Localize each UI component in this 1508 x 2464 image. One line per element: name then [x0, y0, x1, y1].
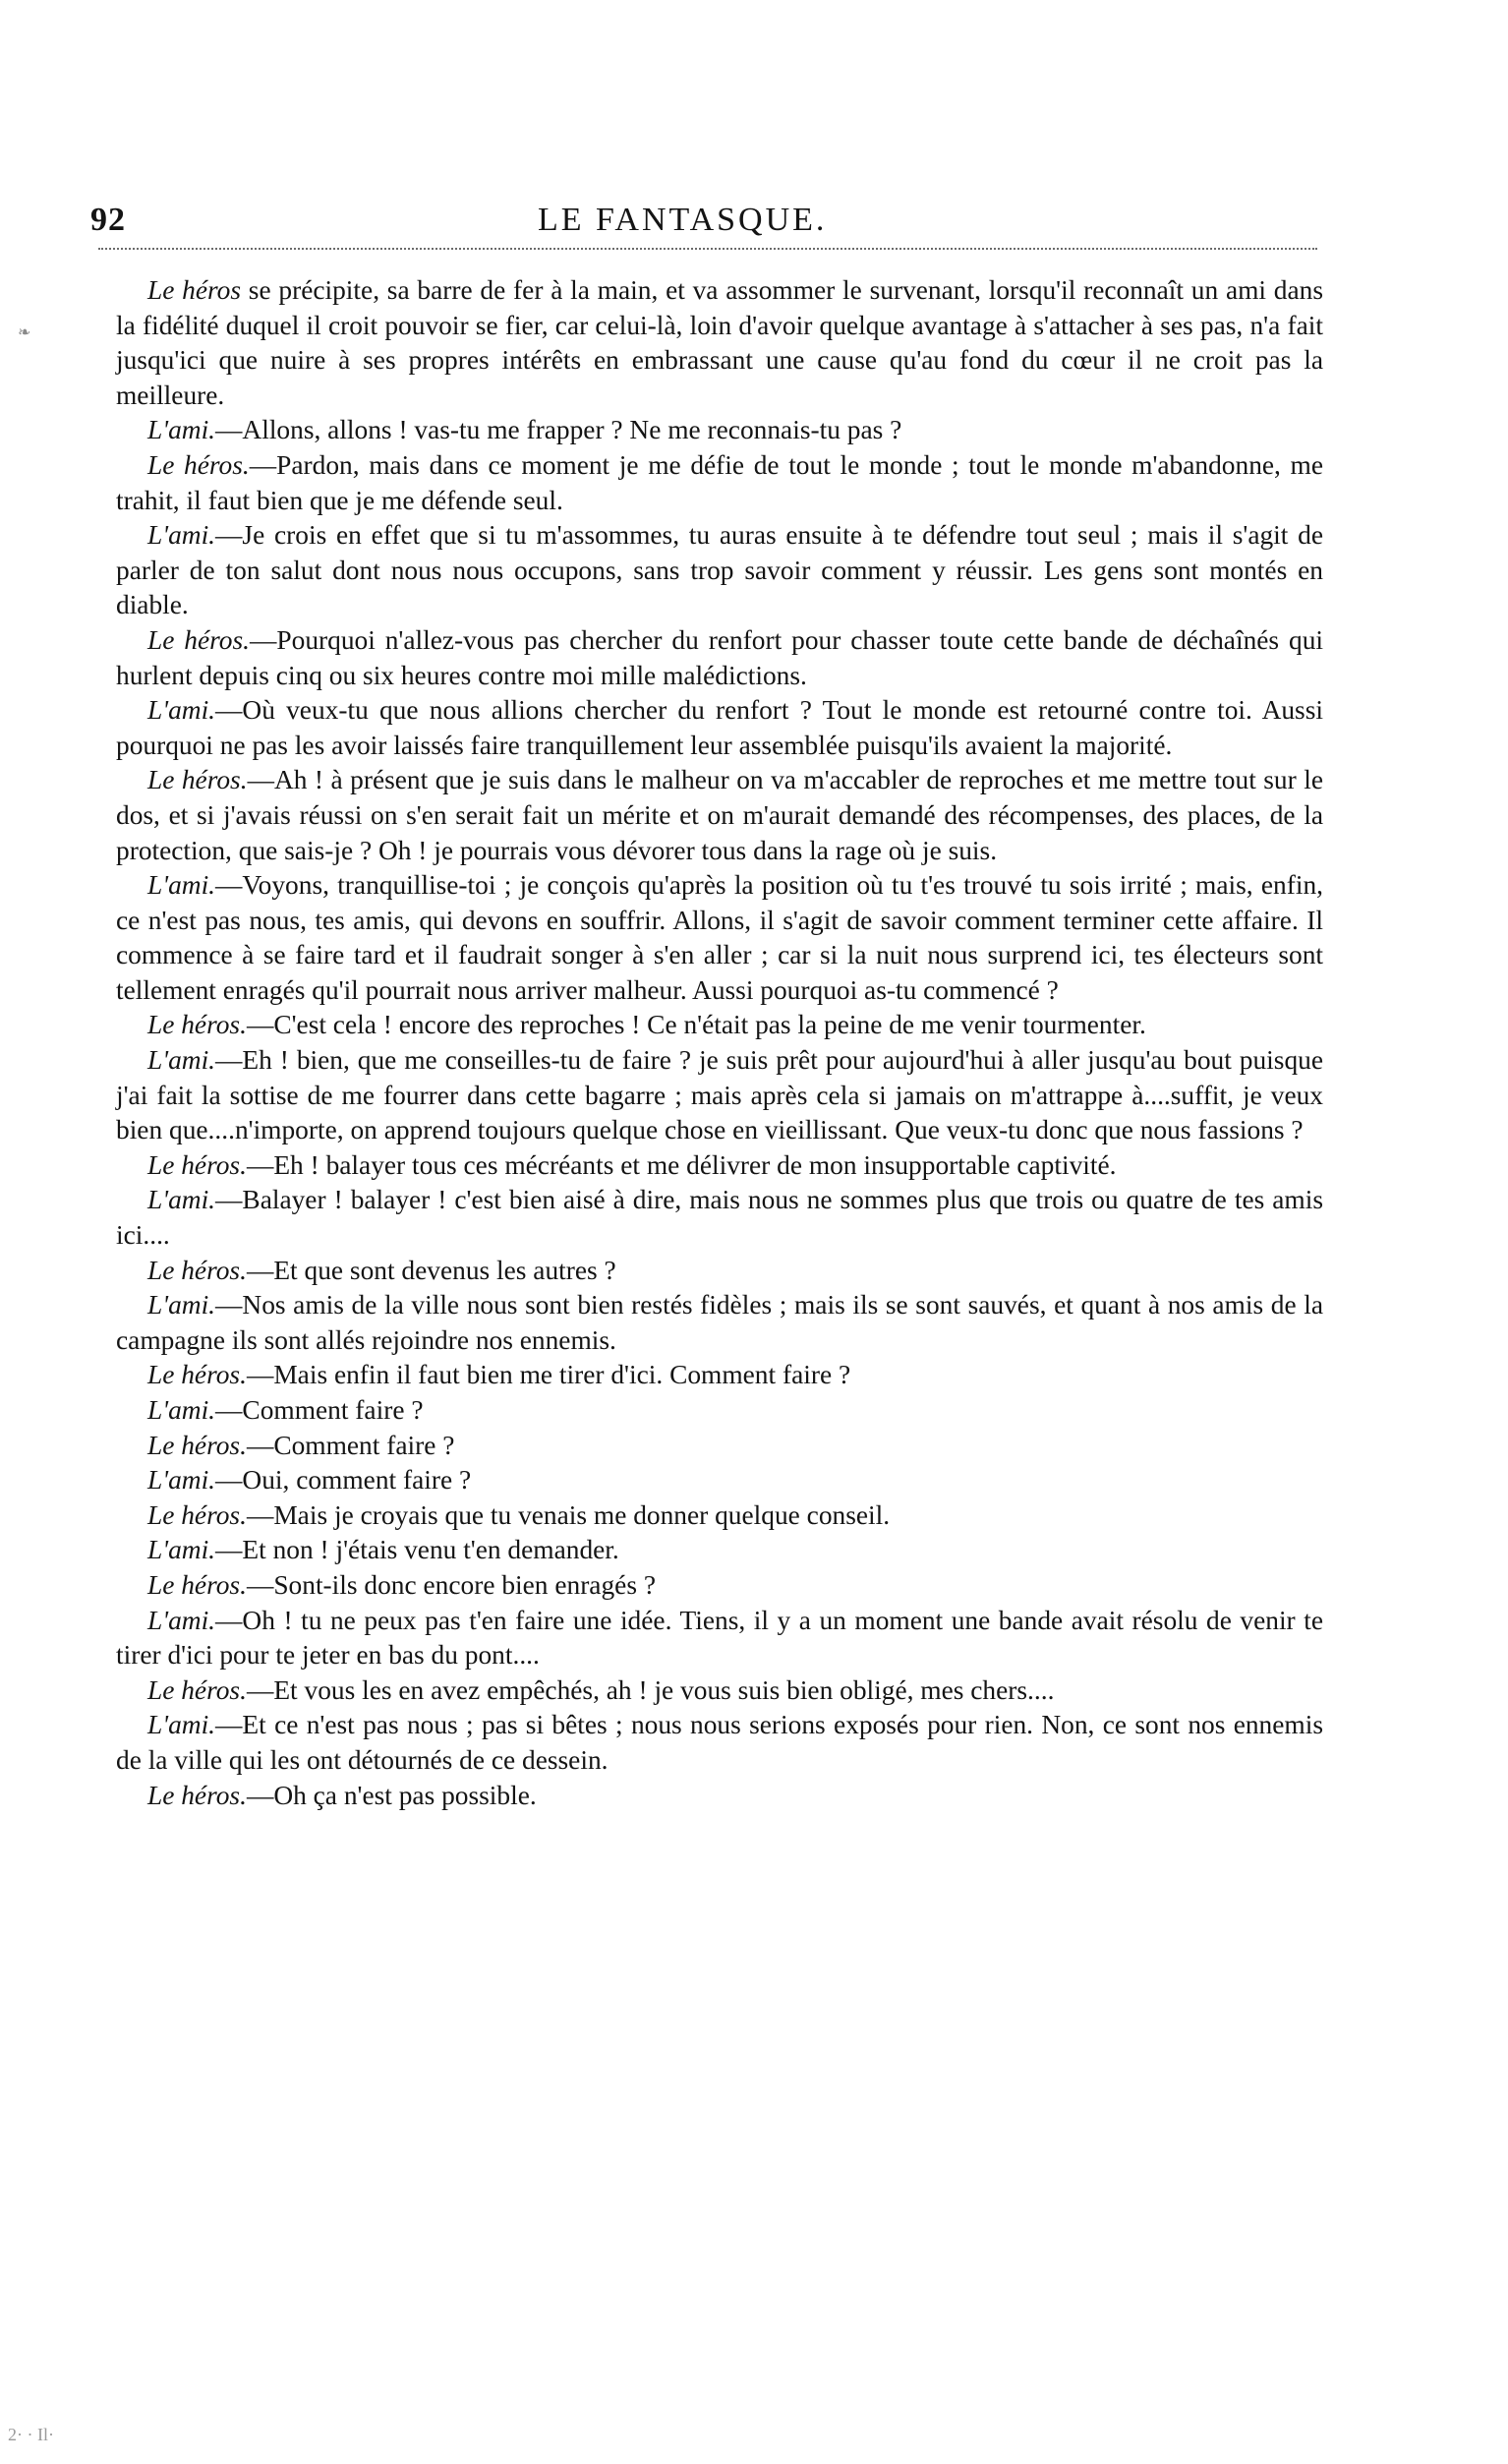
speech-text: —Mais enfin il faut bien me tirer d'ici. Comment faire ? [246, 1360, 851, 1390]
speaker-name: L'ami. [147, 1710, 216, 1740]
speech-text: —Oui, comment faire ? [215, 1465, 472, 1496]
dialogue-line [116, 868, 1323, 1008]
speech-text: —Pardon, mais dans ce moment je me défie de tout le monde ; tout le monde m'abandonne, me trahit, il faut bien que je me défende seul. [116, 449, 1324, 515]
speech-text: —Mais je croyais que tu venais me donner quelque conseil. [246, 1499, 891, 1530]
dialogue-line [116, 623, 1323, 693]
header-rule [98, 248, 1317, 250]
speech-text: —Et que sont devenus les autres ? [246, 1255, 616, 1285]
dialogue-line [116, 1779, 1323, 1814]
speaker-name: Le héros. [147, 1255, 247, 1285]
dialogue-line [116, 1429, 1323, 1464]
speaker-name: L'ami. [147, 695, 216, 726]
speaker-name: Le héros. [147, 765, 248, 795]
speaker-name: L'ami. [147, 1185, 216, 1215]
speech-text: —Eh ! balayer tous ces mécréants et me délivrer de mon insupportable captivité. [246, 1149, 1117, 1180]
dialogue-body [116, 273, 1323, 1813]
dialogue-line [116, 1008, 1323, 1043]
speech-text: —Et non ! j'étais venu t'en demander. [215, 1535, 619, 1565]
speech-text: —Je crois en effet que si tu m'assommes, tu auras ensuite à te défendre tout seul ; mais il s'agit de parler de ton salut dont nous nous occupons, sans trop savoir comment y réussir. Les gens sont montés en diable. [116, 520, 1323, 620]
speaker-name: L'ami. [147, 1045, 216, 1076]
speech-text: —Comment faire ? [246, 1430, 455, 1460]
speaker-name: Le héros. [147, 1430, 247, 1460]
speaker-name: Le héros. [147, 1674, 247, 1705]
margin-speck: ❧ [18, 324, 31, 341]
speaker-name: Le héros. [147, 1569, 247, 1600]
dialogue-line [116, 448, 1323, 518]
speech-text: —Voyons, tranquillise-toi ; je conçois qu'après la position où tu t'es trouvé tu sois irrité ; mais, enfin, ce n'est pas nous, tes amis, qui devons en souffrir. Allons, il s'agit de savoir comment terminer cette affaire. Il commence à se faire tard et il faudrait songer à s'en aller ; car si la nuit nous surprend ici, tes électeurs sont tellement enragés qu'il pourrait nous arriver malheur. Aussi pourquoi as-tu commencé ? [116, 870, 1323, 1005]
speech-text: —Comment faire ? [215, 1395, 424, 1425]
dialogue-line [116, 693, 1323, 763]
speech-text: —Pourquoi n'allez-vous pas chercher du renfort pour chasser toute cette bande de déchaînés qui hurlent depuis cinq ou six heures contre moi mille malédictions. [116, 624, 1323, 690]
dialogue-line [116, 1288, 1323, 1358]
dialogue-line [116, 1254, 1323, 1289]
speaker-name: L'ami. [147, 415, 216, 445]
speaker-name: Le héros. [147, 1780, 247, 1810]
dialogue-line [116, 1358, 1323, 1393]
speaker-name: Le héros. [147, 1360, 247, 1390]
speaker-name: Le héros. [147, 1010, 247, 1040]
speech-text: —Oh ça n'est pas possible. [246, 1780, 537, 1810]
dialogue-line [116, 763, 1323, 868]
speaker-name: Le héros. [147, 1149, 247, 1180]
dialogue-line [116, 1568, 1323, 1604]
speech-text: —Où veux-tu que nous allions chercher du renfort ? Tout le monde est retourné contre toi. Aussi pourquoi ne pas les avoir laissés faire tranquillement leur assemblée puisqu'ils avaient la majorité. [116, 695, 1323, 760]
speaker-name: Le héros. [147, 449, 250, 480]
page-number: 92 [90, 202, 126, 238]
speaker-name: L'ami. [147, 1395, 216, 1425]
dialogue-line [116, 413, 1323, 448]
page-header [90, 202, 1329, 247]
dialogue-line [116, 1533, 1323, 1568]
dialogue-line [116, 1463, 1323, 1498]
corner-mark: 2· · Il· [8, 2425, 54, 2444]
speech-text: —Oh ! tu ne peux pas t'en faire une idée. Tiens, il y a un moment une bande avait résolu de venir te tirer d'ici pour te jeter en bas du pont.... [116, 1605, 1323, 1671]
dialogue-line [116, 1148, 1323, 1184]
dialogue-line [116, 1708, 1323, 1778]
dialogue-line [116, 1604, 1323, 1673]
speaker-name: Le héros. [147, 1499, 247, 1530]
dialogue-line [116, 1043, 1323, 1148]
speech-text: —Et ce n'est pas nous ; pas si bêtes ; nous nous serions exposés pour rien. Non, ce sont nos ennemis de la ville qui les ont détournés de ce dessein. [116, 1710, 1323, 1775]
dialogue-line [116, 1183, 1323, 1253]
speech-text: —Allons, allons ! vas-tu me frapper ? Ne me reconnais-tu pas ? [215, 415, 902, 445]
speech-text: —Ah ! à présent que je suis dans le malheur on va m'accabler de reproches et me mettre tout sur le dos, et si j'avais réussi on s'en serait fait un mérite et on m'aurait demandé des récompenses, des places, de la protection, que sais-je ? Oh ! je pourrais vous dévorer tous dans la rage où je suis. [116, 765, 1323, 865]
speaker-name: L'ami. [147, 870, 216, 901]
speech-text: —Sont-ils donc encore bien enragés ? [246, 1569, 656, 1600]
speech-text: —Nos amis de la ville nous sont bien restés fidèles ; mais ils se sont sauvés, et quant à nos amis de la campagne ils sont allés rejoindre nos ennemis. [116, 1290, 1323, 1355]
speech-text: —Eh ! bien, que me conseilles-tu de faire ? je suis prêt pour aujourd'hui à aller jusqu'au bout puisque j'ai fait la sottise de me fourrer dans cette bagarre ; mais après cela si jamais on m'attrappe à....suffit, je veux bien que....n'importe, on apprend toujours quelque chose en vieillissant. Que veux-tu donc que nous fassions ? [116, 1045, 1323, 1145]
speech-text: —C'est cela ! encore des reproches ! Ce n'était pas la peine de me venir tourmenter. [246, 1010, 1146, 1040]
speaker-name: Le héros. [147, 624, 250, 655]
dialogue-line [116, 518, 1323, 623]
dialogue-line [116, 1393, 1323, 1429]
dialogue-line [116, 1498, 1323, 1534]
speech-text: —Balayer ! balayer ! c'est bien aisé à dire, mais nous ne sommes plus que trois ou quatre de tes amis ici.... [116, 1185, 1323, 1251]
speaker-name: L'ami. [147, 1465, 216, 1496]
narration-subject: Le héros [147, 275, 242, 305]
narration-text: Le héros se précipite, sa barre de fer à la main, et va assommer le survenant, lorsqu'il reconnaît un ami dans la fidélité duquel il croit pouvoir se fier, car celui-là, loin d'avoir quelque avantage à s'attacher à ses pas, n'a fait jusqu'ici que nuire à ses propres intérêts en embrassant une cause qu'au fond du cœur il ne croit pas la meilleure. [116, 275, 1323, 410]
speaker-name: L'ami. [147, 1535, 216, 1565]
running-title: LE FANTASQUE. [538, 202, 828, 238]
speech-text: —Et vous les en avez empêchés, ah ! je vous suis bien obligé, mes chers.... [246, 1674, 1055, 1705]
speaker-name: L'ami. [147, 1290, 216, 1320]
speaker-name: L'ami. [147, 1605, 216, 1635]
dialogue-line [116, 1673, 1323, 1709]
speaker-name: L'ami. [147, 520, 216, 551]
narration-paragraph [116, 273, 1323, 413]
